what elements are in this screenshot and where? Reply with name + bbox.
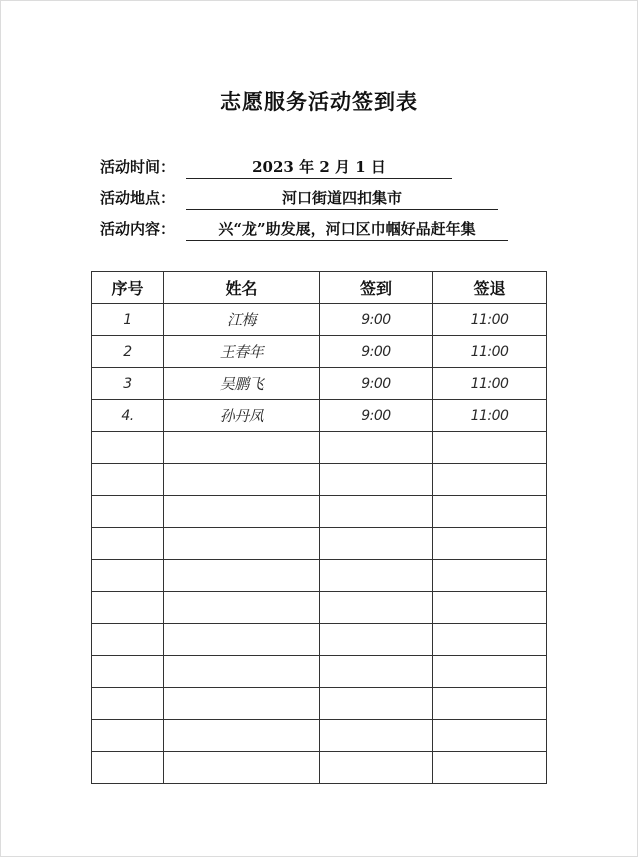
table-row — [92, 304, 547, 336]
header-name: 姓名 — [164, 272, 320, 304]
empty-cell — [320, 688, 433, 720]
empty-cell — [92, 656, 164, 688]
empty-row — [92, 656, 547, 688]
content-label: 活动内容： — [100, 220, 176, 238]
empty-cell — [433, 752, 547, 784]
empty-cell — [92, 720, 164, 752]
empty-cell — [320, 656, 433, 688]
row-no: 2 — [92, 336, 164, 368]
empty-cell — [92, 624, 164, 656]
row-name: 吴鹏飞 — [164, 368, 320, 400]
row-no: 1 — [92, 304, 164, 336]
empty-cell — [164, 464, 320, 496]
row-no: 4. — [92, 400, 164, 432]
row-name: 孙丹凤 — [164, 400, 320, 432]
header-sign-in: 签到 — [320, 272, 433, 304]
time-label: 活动时间： — [100, 158, 176, 176]
empty-cell — [164, 720, 320, 752]
row-sign-in: 9:00 — [320, 400, 433, 432]
content-value: 兴“龙”助发展，河口区巾帼好品赶年集 — [186, 218, 508, 241]
empty-cell — [164, 752, 320, 784]
empty-cell — [320, 464, 433, 496]
empty-cell — [433, 528, 547, 560]
empty-cell — [433, 720, 547, 752]
empty-cell — [320, 528, 433, 560]
place-value: 河口街道四扣集市 — [186, 187, 498, 210]
table-row — [92, 336, 547, 368]
time-value: 2023 年 2 月 1 日 — [186, 156, 452, 179]
empty-cell — [92, 752, 164, 784]
empty-cell — [92, 496, 164, 528]
row-sign-in: 9:00 — [320, 336, 433, 368]
info-row-time — [100, 156, 386, 177]
empty-cell — [164, 656, 320, 688]
row-sign-out: 11:00 — [433, 336, 547, 368]
empty-cell — [92, 464, 164, 496]
row-no: 3 — [92, 368, 164, 400]
empty-cell — [164, 560, 320, 592]
empty-cell — [320, 624, 433, 656]
empty-cell — [320, 496, 433, 528]
empty-row — [92, 496, 547, 528]
place-label: 活动地点： — [100, 189, 176, 207]
empty-cell — [164, 592, 320, 624]
page-title: 志愿服务活动签到表 — [220, 89, 418, 114]
table-row — [92, 368, 547, 400]
empty-cell — [164, 624, 320, 656]
info-row-content — [100, 218, 476, 239]
empty-row — [92, 592, 547, 624]
table-header-row — [92, 272, 547, 304]
info-row-place — [100, 187, 402, 208]
header-no: 序号 — [92, 272, 164, 304]
empty-row — [92, 528, 547, 560]
empty-cell — [320, 432, 433, 464]
empty-cell — [320, 720, 433, 752]
empty-cell — [433, 464, 547, 496]
empty-cell — [92, 432, 164, 464]
empty-cell — [433, 496, 547, 528]
empty-cell — [92, 560, 164, 592]
empty-cell — [433, 624, 547, 656]
empty-cell — [433, 656, 547, 688]
empty-row — [92, 720, 547, 752]
sign-in-table — [91, 271, 547, 784]
empty-row — [92, 688, 547, 720]
empty-cell — [92, 592, 164, 624]
table-row — [92, 400, 547, 432]
empty-cell — [92, 688, 164, 720]
empty-cell — [164, 496, 320, 528]
empty-row — [92, 624, 547, 656]
empty-cell — [164, 688, 320, 720]
empty-cell — [320, 592, 433, 624]
row-name: 江梅 — [164, 304, 320, 336]
empty-cell — [164, 528, 320, 560]
row-sign-in: 9:00 — [320, 304, 433, 336]
empty-cell — [433, 560, 547, 592]
empty-row — [92, 752, 547, 784]
row-sign-out: 11:00 — [433, 400, 547, 432]
empty-cell — [92, 528, 164, 560]
empty-cell — [433, 592, 547, 624]
empty-cell — [320, 560, 433, 592]
empty-cell — [433, 688, 547, 720]
empty-cell — [320, 752, 433, 784]
row-sign-out: 11:00 — [433, 368, 547, 400]
row-name: 王春年 — [164, 336, 320, 368]
empty-cell — [164, 432, 320, 464]
header-sign-out: 签退 — [433, 272, 547, 304]
row-sign-out: 11:00 — [433, 304, 547, 336]
empty-row — [92, 432, 547, 464]
row-sign-in: 9:00 — [320, 368, 433, 400]
empty-cell — [433, 432, 547, 464]
empty-row — [92, 464, 547, 496]
empty-row — [92, 560, 547, 592]
